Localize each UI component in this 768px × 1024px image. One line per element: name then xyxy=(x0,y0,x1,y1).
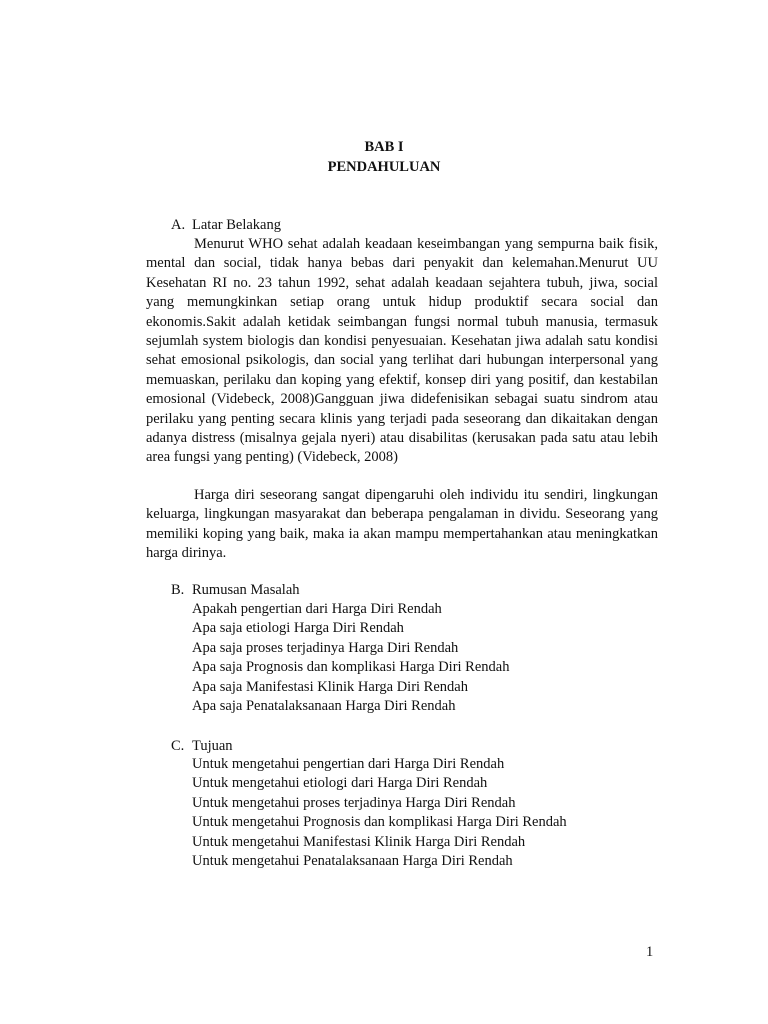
list-item: Untuk mengetahui Manifestasi Klinik Harga Diri Rendah xyxy=(192,833,526,850)
list-item: Untuk mengetahui pengertian dari Harga Diri Rendah xyxy=(192,756,505,772)
section-b-list xyxy=(192,600,509,716)
section-b-title: Rumusan Masalah xyxy=(192,582,300,598)
section-c-title: Tujuan xyxy=(192,738,233,754)
list-item: Apakah pengertian dari Harga Diri Rendah xyxy=(192,601,442,617)
chapter-label: BAB I xyxy=(364,139,404,155)
section-b-heading xyxy=(171,581,300,600)
section-a-paragraph-2: Harga diri seseorang sangat dipengaruhi oleh individu itu sendiri, lingkungan keluarga, lingkungan masyarakat dan beberapa pengalaman in dividu. Seseorang yang memiliki koping yang baik, maka ia akan mampu mempertahankan atau meningkatkan harga dirinya. xyxy=(146,487,658,562)
section-a-letter: A. xyxy=(171,217,186,233)
section-a-paragraph-1: Menurut WHO sehat adalah keadaan keseimbangan yang sempurna baik fisik, mental dan social, tidak hanya bebas dari penyakit dan kelemahan.Menurut UU Kesehatan RI no. 23 tahun 1992, sehat adalah keadaan sejahtera tubuh, jiwa, social yang memungkinkan setiap orang untuk hidup produktif secara social dan ekonomis.Sakit adalah ketidak seimbangan fungsi normal tubuh manusia, termasuk sejumlah system biologis dan kondisi penyesuaian. Kesehatan jiwa adalah satu kondisi sehat emosional psikologis, dan social yang terlihat dari hubungan interpersonal yang memuaskan, perilaku dan koping yang efektif, konsep diri yang positif, dan kestabilan emosional (Videbeck, 2008)Gangguan jiwa didefenisikan sebagai suatu sindrom atau perilaku yang penting secara klinis yang terjadi pada seseorang dan dikaitakan dengan adanya distress (misalnya gejala nyeri) atau disabilitas (kerusakan pada satu atau lebih area fungsi yang penting) (Videbeck, 2008) xyxy=(146,236,658,466)
list-item: Untuk mengetahui etiologi dari Harga Diri Rendah xyxy=(192,775,488,792)
page-number: 1 xyxy=(646,944,654,960)
section-a-title: Latar Belakang xyxy=(192,217,281,233)
list-item: Apa saja Prognosis dan komplikasi Harga Diri Rendah xyxy=(192,659,510,676)
list-item: Apa saja Penatalaksanaan Harga Diri Rendah xyxy=(192,698,456,715)
chapter-title: PENDAHULUAN xyxy=(327,159,441,175)
section-c-letter: C. xyxy=(171,738,185,754)
list-item: Apa saja proses terjadinya Harga Diri Rendah xyxy=(192,639,459,656)
section-c-heading xyxy=(171,737,233,756)
section-b-letter: B. xyxy=(171,582,185,598)
list-item: Untuk mengetahui Prognosis dan komplikasi Harga Diri Rendah xyxy=(192,814,567,831)
list-item: Untuk mengetahui proses terjadinya Harga Diri Rendah xyxy=(192,794,516,811)
section-c-list xyxy=(192,755,567,871)
list-item: Apa saja Manifestasi Klinik Harga Diri Rendah xyxy=(192,678,468,695)
list-item: Apa saja etiologi Harga Diri Rendah xyxy=(192,620,404,637)
section-a-heading xyxy=(171,216,281,235)
list-item: Untuk mengetahui Penatalaksanaan Harga Diri Rendah xyxy=(192,853,513,870)
